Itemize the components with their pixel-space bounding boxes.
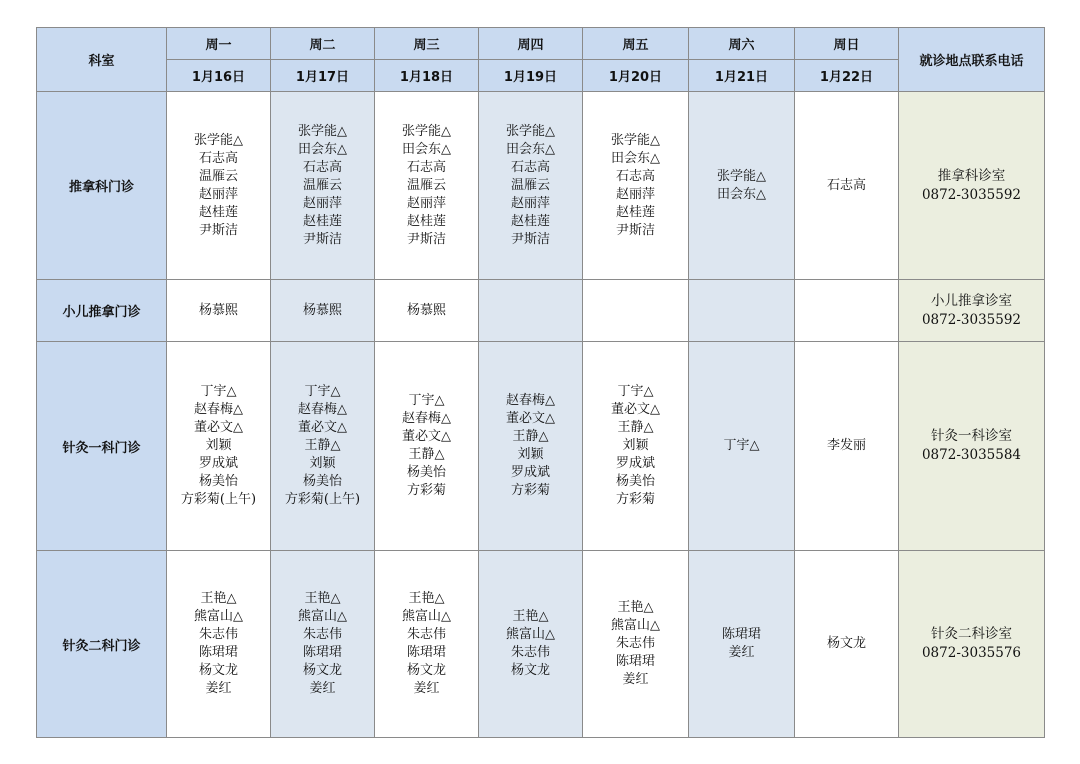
doctor-name: 张学能△ xyxy=(717,168,766,184)
doctor-cell xyxy=(167,551,271,738)
doctor-cell xyxy=(795,92,899,280)
doctor-name: 姜红 xyxy=(309,681,336,696)
header-row-dates xyxy=(37,60,1045,92)
doctor-name: 赵桂莲 xyxy=(406,213,446,229)
doctor-list xyxy=(375,302,478,320)
doctor-name: 石志高 xyxy=(406,159,446,175)
doctor-name: 王静△ xyxy=(408,447,445,462)
doctor-name: 杨慕熙 xyxy=(198,302,238,318)
doctor-list xyxy=(795,437,898,455)
doctor-name: 姜红 xyxy=(205,681,232,696)
doctor-cell xyxy=(583,92,689,280)
doctor-name: 田会东△ xyxy=(506,141,555,157)
dept-name-cell: 针灸一科门诊 xyxy=(37,342,167,551)
doctor-name: 方彩菊 xyxy=(406,483,446,498)
doctor-name: 赵桂莲 xyxy=(615,204,655,220)
doctor-cell xyxy=(479,342,583,551)
phone-number: 0872-3035584 xyxy=(921,447,1022,463)
date-header: 1月16日 xyxy=(167,60,271,92)
doctor-name: 陈珺珺 xyxy=(406,645,446,660)
doctor-name: 杨美怡 xyxy=(198,474,238,489)
doctor-name: 熊富山△ xyxy=(402,609,451,624)
schedule-table xyxy=(36,27,1045,738)
doctor-list xyxy=(375,123,478,249)
doctor-name: 杨美怡 xyxy=(615,474,655,489)
doctor-name: 赵春梅△ xyxy=(402,411,451,426)
doctor-cell xyxy=(795,342,899,551)
doctor-cell xyxy=(795,551,899,738)
dept-row xyxy=(37,92,1045,280)
weekday-header: 周三 xyxy=(375,28,479,60)
doctor-name: 罗成斌 xyxy=(615,456,655,471)
doctor-list xyxy=(167,132,270,240)
date-header: 1月20日 xyxy=(583,60,689,92)
header-row-weekdays xyxy=(37,28,1045,60)
doctor-name: 赵桂莲 xyxy=(302,213,342,229)
doctor-cell xyxy=(167,342,271,551)
doctor-name: 赵丽萍 xyxy=(615,186,655,202)
weekday-header: 周二 xyxy=(271,28,375,60)
doctor-name: 陈珺珺 xyxy=(615,654,655,669)
location-cell xyxy=(899,92,1045,280)
doctor-cell xyxy=(583,342,689,551)
doctor-list xyxy=(167,590,270,698)
location-column-header: 就诊地点联系电话 xyxy=(899,28,1045,92)
doctor-name: 丁宇△ xyxy=(408,393,445,408)
doctor-name: 杨文龙 xyxy=(510,663,550,678)
doctor-list xyxy=(689,437,794,455)
doctor-cell xyxy=(167,92,271,280)
doctor-list xyxy=(375,392,478,500)
location-cell xyxy=(899,342,1045,551)
doctor-name: 姜红 xyxy=(728,645,755,660)
doctor-name: 熊富山△ xyxy=(194,609,243,624)
doctor-name: 方彩菊 xyxy=(510,483,550,498)
doctor-cell xyxy=(583,280,689,342)
doctor-name: 王静△ xyxy=(617,420,654,435)
doctor-name: 杨文龙 xyxy=(826,636,866,651)
doctor-name: 赵丽萍 xyxy=(302,195,342,211)
doctor-name: 丁宇△ xyxy=(617,384,654,399)
doctor-name: 温雁云 xyxy=(302,177,342,193)
doctor-name: 丁宇△ xyxy=(304,384,341,399)
doctor-cell xyxy=(271,280,375,342)
doctor-name: 董必文△ xyxy=(298,420,347,435)
doctor-list xyxy=(271,383,374,509)
doctor-list xyxy=(795,635,898,653)
location-cell xyxy=(899,551,1045,738)
doctor-name: 董必文△ xyxy=(194,420,243,435)
doctor-name: 王艳△ xyxy=(200,591,237,606)
doctor-name: 董必文△ xyxy=(506,411,555,426)
doctor-name: 陈珺珺 xyxy=(721,627,761,642)
doctor-list xyxy=(479,123,582,249)
phone-number: 0872-3035592 xyxy=(921,311,1022,328)
doctor-name: 熊富山△ xyxy=(298,609,347,624)
doctor-list xyxy=(689,168,794,204)
clinic-room-name: 针灸二科诊室 xyxy=(931,626,1012,642)
doctor-name: 尹斯洁 xyxy=(198,222,238,238)
doctor-list xyxy=(271,302,374,320)
doctor-name: 朱志伟 xyxy=(198,627,238,642)
dept-name-cell: 小儿推拿门诊 xyxy=(37,280,167,342)
doctor-cell xyxy=(689,92,795,280)
doctor-name: 张学能△ xyxy=(506,123,555,139)
doctor-name: 张学能△ xyxy=(194,132,243,148)
doctor-name: 方彩菊(上午) xyxy=(284,492,361,507)
doctor-list xyxy=(375,590,478,698)
doctor-list xyxy=(583,132,688,240)
doctor-name: 杨文龙 xyxy=(406,663,446,678)
doctor-list xyxy=(689,626,794,662)
doctor-name: 朱志伟 xyxy=(615,636,655,651)
doctor-name: 王静△ xyxy=(512,429,549,444)
doctor-name: 陈珺珺 xyxy=(302,645,342,660)
doctor-name: 丁宇△ xyxy=(200,384,237,399)
dept-column-header: 科室 xyxy=(37,28,167,92)
doctor-list xyxy=(167,302,270,320)
doctor-list xyxy=(583,599,688,689)
phone-number: 0872-3035592 xyxy=(921,186,1022,203)
doctor-name: 罗成斌 xyxy=(510,465,550,480)
doctor-name: 刘颖 xyxy=(517,447,544,462)
doctor-name: 尹斯洁 xyxy=(615,222,655,238)
doctor-name: 熊富山△ xyxy=(611,618,660,633)
doctor-cell xyxy=(167,280,271,342)
doctor-name: 石志高 xyxy=(510,159,550,175)
doctor-name: 温雁云 xyxy=(510,177,550,193)
doctor-list xyxy=(479,608,582,680)
doctor-cell xyxy=(479,92,583,280)
doctor-list xyxy=(271,590,374,698)
doctor-name: 赵桂莲 xyxy=(198,204,238,220)
doctor-name: 朱志伟 xyxy=(302,627,342,642)
clinic-room-name: 针灸一科诊室 xyxy=(931,428,1012,444)
weekday-header: 周六 xyxy=(689,28,795,60)
doctor-name: 王静△ xyxy=(304,438,341,453)
doctor-name: 田会东△ xyxy=(611,150,660,166)
doctor-name: 石志高 xyxy=(302,159,342,175)
doctor-cell xyxy=(271,342,375,551)
date-header: 1月21日 xyxy=(689,60,795,92)
doctor-name: 李发丽 xyxy=(826,438,866,453)
doctor-name: 赵春梅△ xyxy=(298,402,347,417)
doctor-name: 姜红 xyxy=(622,672,649,687)
doctor-name: 田会东△ xyxy=(402,141,451,157)
date-header: 1月17日 xyxy=(271,60,375,92)
doctor-name: 尹斯洁 xyxy=(406,231,446,247)
doctor-cell xyxy=(689,551,795,738)
doctor-name: 赵丽萍 xyxy=(198,186,238,202)
doctor-list xyxy=(167,383,270,509)
doctor-list xyxy=(479,392,582,500)
doctor-name: 石志高 xyxy=(826,177,866,193)
weekday-header: 周四 xyxy=(479,28,583,60)
clinic-room-name: 推拿科诊室 xyxy=(937,167,1006,184)
dept-name-cell: 推拿科门诊 xyxy=(37,92,167,280)
doctor-name: 方彩菊 xyxy=(615,492,655,507)
doctor-name: 董必文△ xyxy=(611,402,660,417)
doctor-name: 王艳△ xyxy=(408,591,445,606)
doctor-name: 张学能△ xyxy=(611,132,660,148)
doctor-cell xyxy=(795,280,899,342)
doctor-name: 杨慕熙 xyxy=(406,302,446,318)
weekday-header: 周日 xyxy=(795,28,899,60)
doctor-name: 赵春梅△ xyxy=(506,393,555,408)
doctor-cell xyxy=(375,92,479,280)
doctor-cell xyxy=(271,92,375,280)
doctor-cell xyxy=(689,342,795,551)
doctor-name: 杨美怡 xyxy=(302,474,342,489)
date-header: 1月18日 xyxy=(375,60,479,92)
doctor-cell xyxy=(375,342,479,551)
doctor-name: 田会东△ xyxy=(298,141,347,157)
doctor-cell xyxy=(583,551,689,738)
doctor-list xyxy=(583,383,688,509)
doctor-name: 温雁云 xyxy=(198,168,238,184)
doctor-name: 赵春梅△ xyxy=(194,402,243,417)
doctor-name: 朱志伟 xyxy=(406,627,446,642)
dept-row xyxy=(37,551,1045,738)
doctor-cell xyxy=(479,280,583,342)
doctor-name: 罗成斌 xyxy=(198,456,238,471)
doctor-name: 刘颖 xyxy=(622,438,649,453)
doctor-cell xyxy=(375,551,479,738)
phone-number: 0872-3035576 xyxy=(921,645,1022,661)
doctor-name: 王艳△ xyxy=(512,609,549,624)
weekday-header: 周一 xyxy=(167,28,271,60)
doctor-name: 张学能△ xyxy=(402,123,451,139)
doctor-name: 王艳△ xyxy=(617,600,654,615)
doctor-cell xyxy=(375,280,479,342)
doctor-name: 张学能△ xyxy=(298,123,347,139)
doctor-list xyxy=(271,123,374,249)
schedule-body xyxy=(37,92,1045,738)
doctor-name: 王艳△ xyxy=(304,591,341,606)
location-cell xyxy=(899,280,1045,342)
doctor-name: 姜红 xyxy=(413,681,440,696)
doctor-name: 陈珺珺 xyxy=(198,645,238,660)
doctor-name: 尹斯洁 xyxy=(302,231,342,247)
doctor-name: 杨慕熙 xyxy=(302,302,342,318)
doctor-name: 刘颖 xyxy=(205,438,232,453)
dept-row xyxy=(37,280,1045,342)
doctor-cell xyxy=(271,551,375,738)
doctor-name: 温雁云 xyxy=(406,177,446,193)
dept-name-cell: 针灸二科门诊 xyxy=(37,551,167,738)
doctor-name: 赵丽萍 xyxy=(510,195,550,211)
date-header: 1月22日 xyxy=(795,60,899,92)
doctor-name: 朱志伟 xyxy=(510,645,550,660)
clinic-room-name: 小儿推拿诊室 xyxy=(931,292,1012,309)
doctor-name: 方彩菊(上午) xyxy=(180,492,257,507)
doctor-cell xyxy=(689,280,795,342)
doctor-name: 董必文△ xyxy=(402,429,451,444)
doctor-name: 杨美怡 xyxy=(406,465,446,480)
doctor-name: 尹斯洁 xyxy=(510,231,550,247)
date-header: 1月19日 xyxy=(479,60,583,92)
doctor-name: 赵丽萍 xyxy=(406,195,446,211)
dept-row xyxy=(37,342,1045,551)
doctor-name: 丁宇△ xyxy=(723,438,760,453)
doctor-name: 赵桂莲 xyxy=(510,213,550,229)
doctor-name: 石志高 xyxy=(615,168,655,184)
doctor-name: 石志高 xyxy=(198,150,238,166)
weekday-header: 周五 xyxy=(583,28,689,60)
doctor-cell xyxy=(479,551,583,738)
doctor-list xyxy=(795,177,898,195)
doctor-name: 田会东△ xyxy=(717,186,766,202)
doctor-name: 杨文龙 xyxy=(198,663,238,678)
doctor-name: 熊富山△ xyxy=(506,627,555,642)
doctor-name: 刘颖 xyxy=(309,456,336,471)
doctor-name: 杨文龙 xyxy=(302,663,342,678)
